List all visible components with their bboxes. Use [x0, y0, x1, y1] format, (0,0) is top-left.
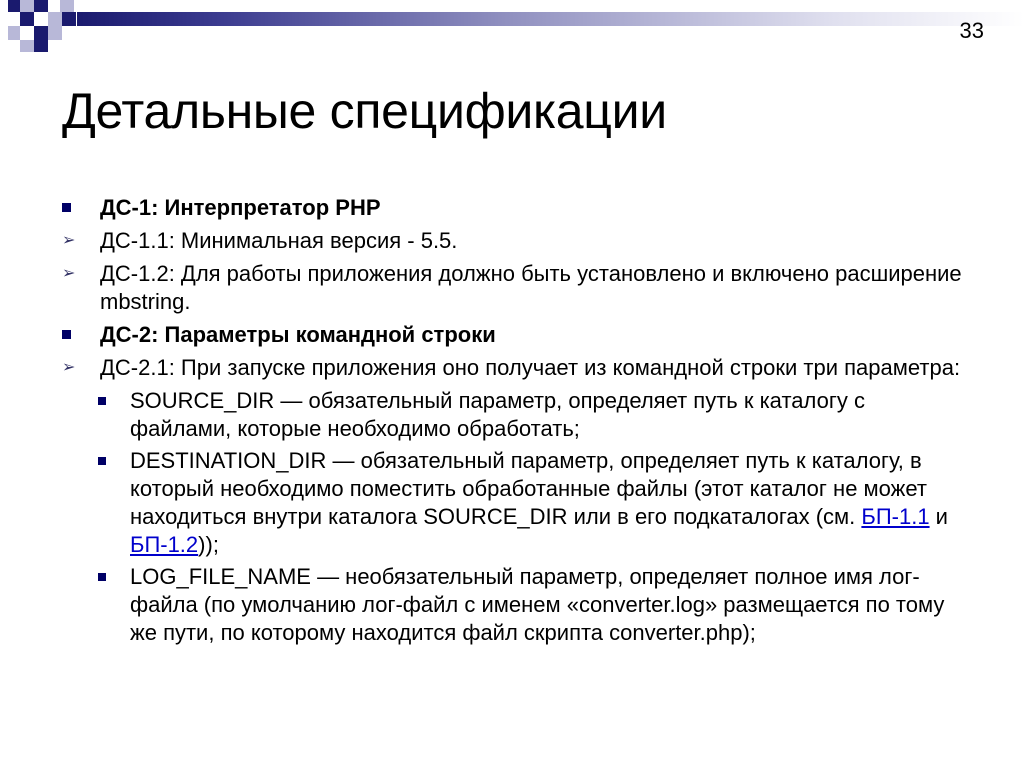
- square-bullet-icon: [62, 203, 71, 212]
- list-item: [62, 447, 962, 559]
- link-bp-1-1[interactable]: БП-1.1: [861, 504, 930, 529]
- decor-square: [8, 26, 20, 40]
- item-text: ДС-1: Интерпретатор PHP: [100, 195, 381, 220]
- item-text: LOG_FILE_NAME — необязательный параметр, определяет полное имя лог-файла (по умолчанию лог-файл с именем «converter.log» размещается по тому же пути, по которому находится файл скрипта converter.php);: [130, 564, 945, 645]
- item-text: SOURCE_DIR — обязательный параметр, определяет путь к каталогу с файлами, которые необходимо обработать;: [130, 388, 865, 441]
- arrow-bullet-icon: ➢: [62, 265, 76, 282]
- item-text: ДС-2.1: При запуске приложения оно получает из командной строки три параметра:: [100, 355, 961, 380]
- decor-square: [8, 0, 20, 12]
- list-item: [62, 354, 962, 382]
- list-item: [62, 387, 962, 443]
- decor-square: [20, 40, 34, 52]
- decor-square: [34, 40, 48, 52]
- decor-square: [60, 0, 74, 12]
- header-gradient-bar: [77, 12, 1024, 26]
- list-item: [62, 563, 962, 647]
- list-item: [62, 227, 962, 255]
- decor-square: [62, 12, 76, 26]
- decor-square: [34, 0, 48, 12]
- square-bullet-icon: [98, 397, 106, 405]
- slide-title: Детальные спецификации: [62, 83, 667, 139]
- item-text-after: ));: [198, 532, 219, 557]
- slide-content: [62, 194, 962, 651]
- decor-square: [20, 0, 34, 12]
- decor-square: [48, 12, 62, 26]
- item-text-before: DESTINATION_DIR — обязательный параметр, определяет путь к каталогу, в который необходимо поместить обработанные файлы (этот каталог не может находиться внутри каталога SOURCE_DIR или в его подкаталогах (см.: [130, 448, 927, 529]
- header-decoration: [0, 0, 1024, 60]
- page-number: 33: [959, 18, 984, 43]
- decor-square: [48, 26, 62, 40]
- link-bp-1-2[interactable]: БП-1.2: [130, 532, 199, 557]
- list-item: [62, 260, 962, 316]
- square-bullet-icon: [98, 573, 106, 581]
- arrow-bullet-icon: ➢: [62, 359, 76, 376]
- item-text: ДС-2: Параметры командной строки: [100, 322, 496, 347]
- item-text-mid: и: [929, 504, 948, 529]
- list-item: [62, 321, 962, 349]
- arrow-bullet-icon: ➢: [62, 232, 76, 249]
- square-bullet-icon: [62, 330, 71, 339]
- square-bullet-icon: [98, 457, 106, 465]
- list-item: [62, 194, 962, 222]
- item-text: ДС-1.1: Минимальная версия - 5.5.: [100, 228, 458, 253]
- decor-square: [34, 26, 48, 40]
- item-text: ДС-1.2: Для работы приложения должно быть установлено и включено расширение mbstring.: [100, 261, 962, 314]
- decor-square: [20, 12, 34, 26]
